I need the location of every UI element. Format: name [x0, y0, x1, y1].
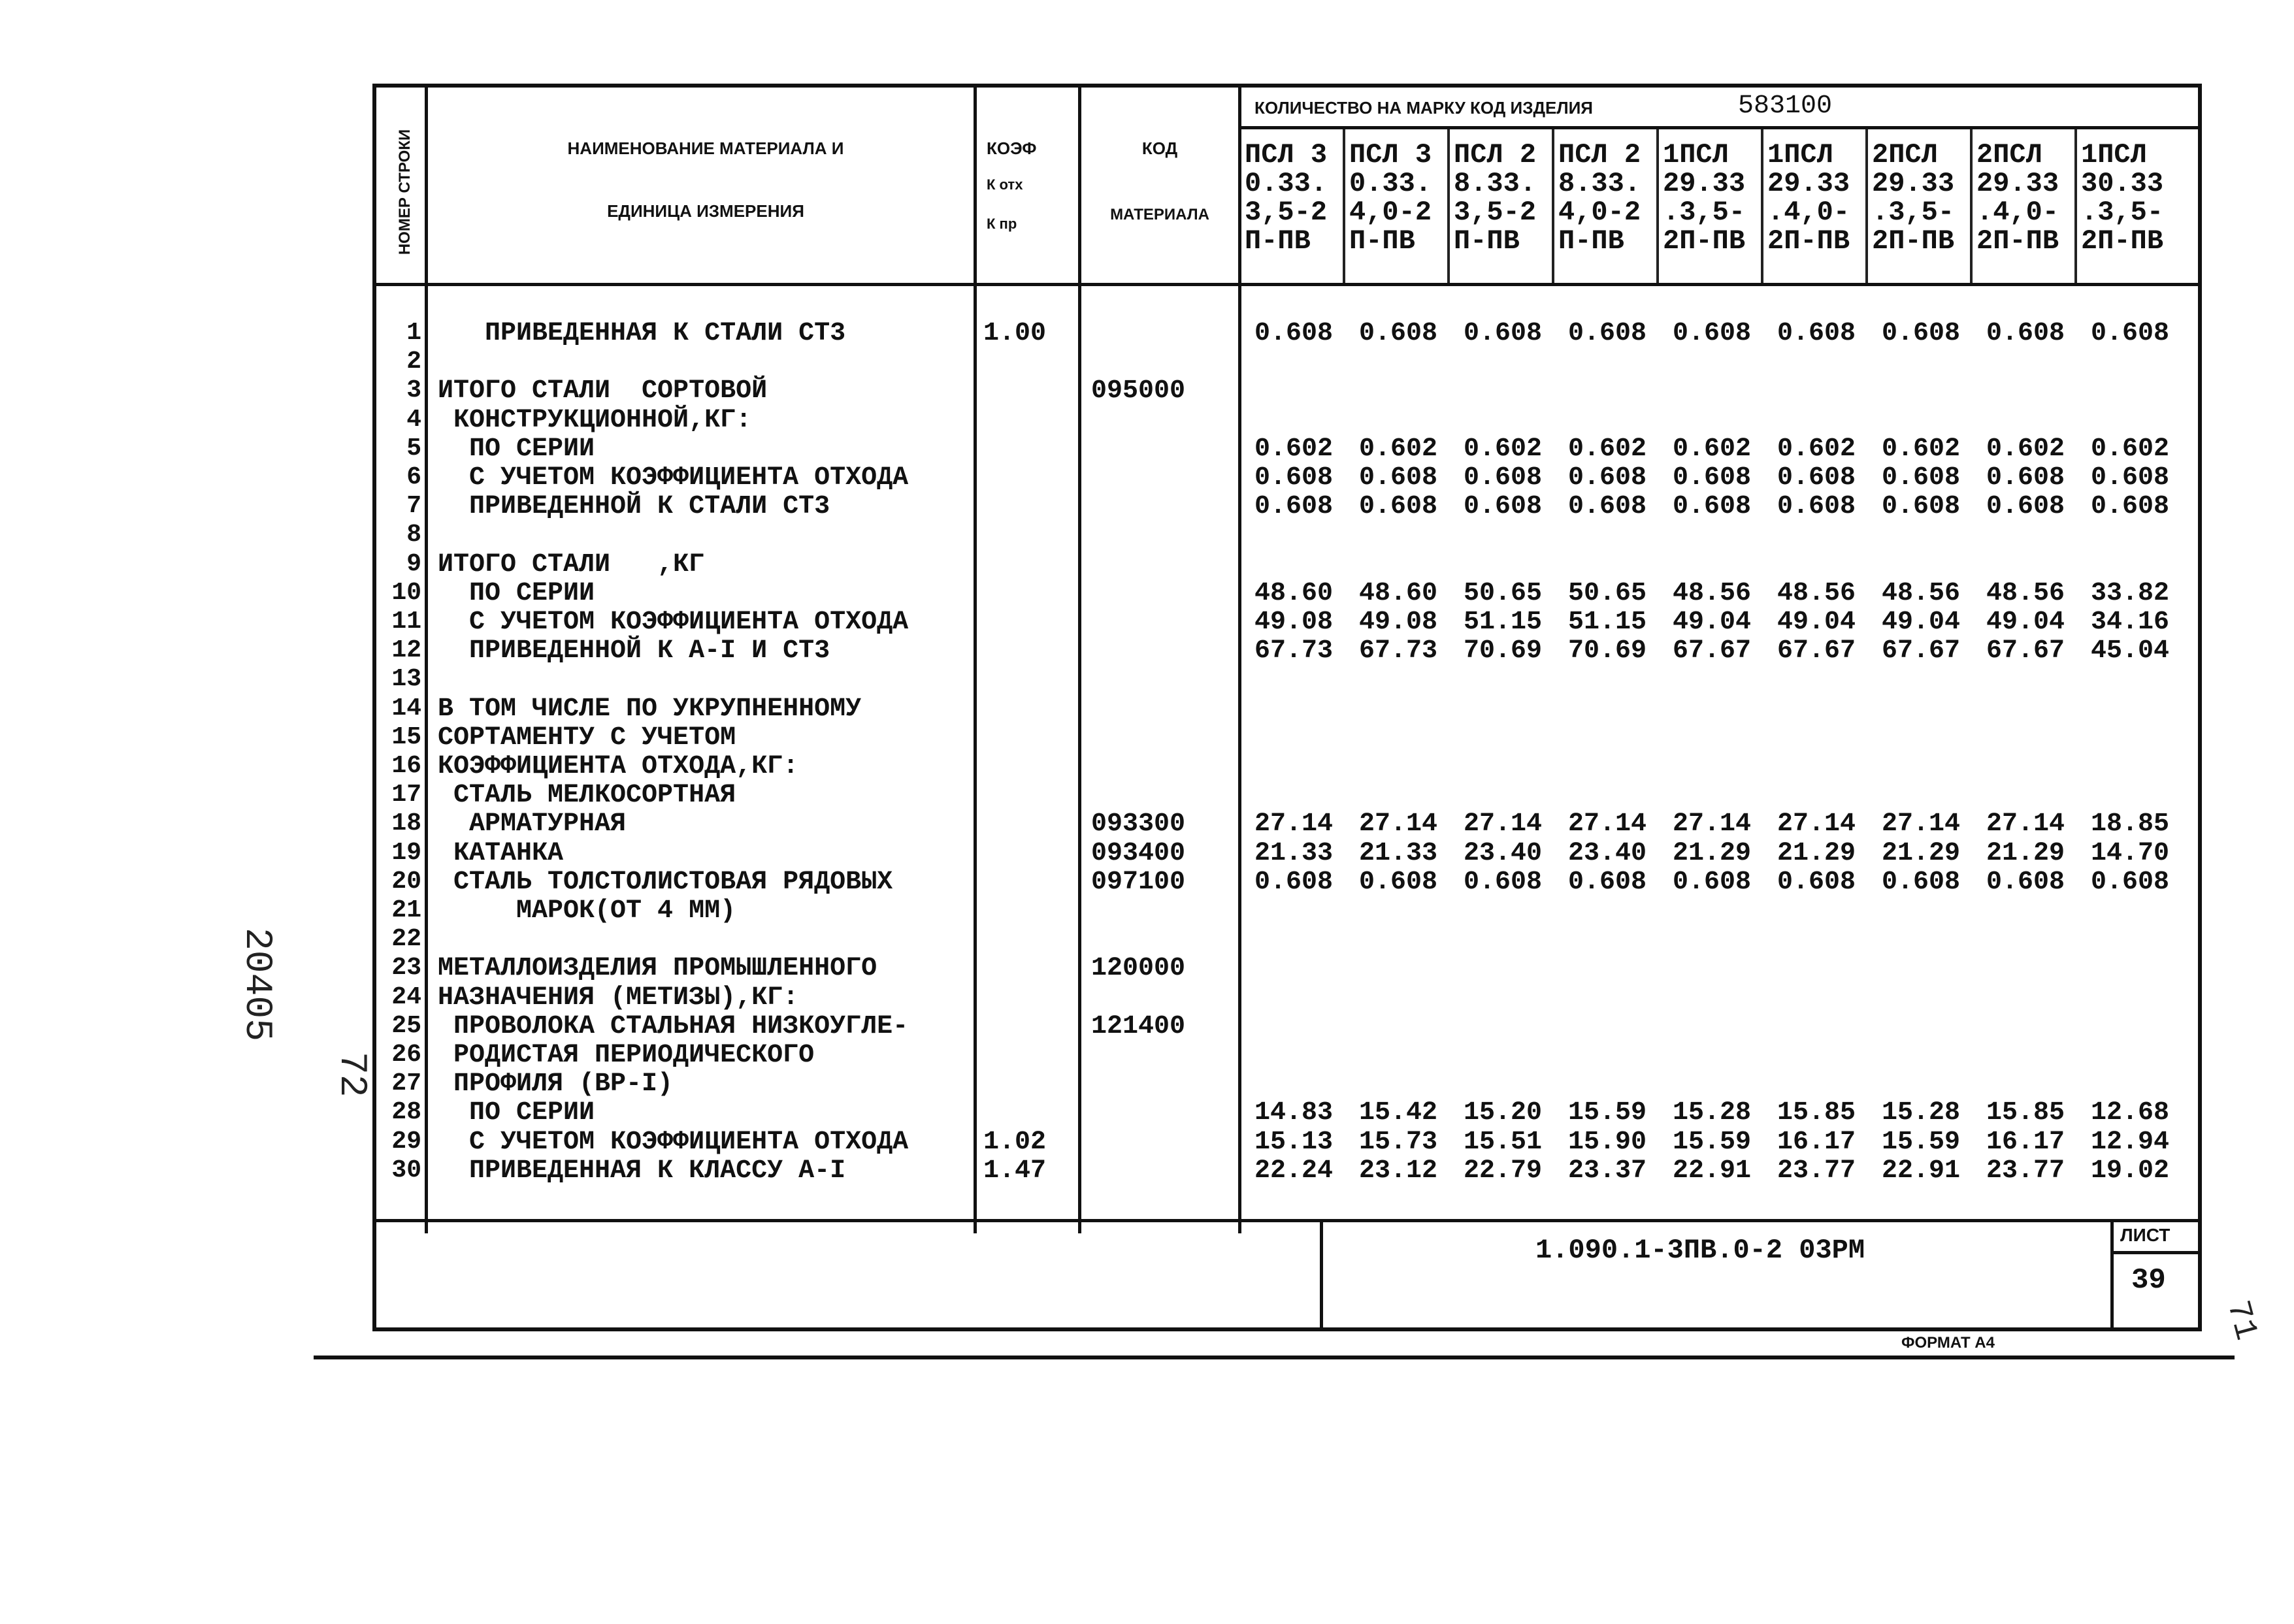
sheet-number: 39: [2131, 1264, 2166, 1297]
row-number: 4: [406, 405, 421, 434]
quantity-value: 0.608: [1358, 492, 1437, 522]
material-name: ИТОГО СТАЛИ ,КГ: [438, 549, 705, 579]
material-name: С УЧЕТОМ КОЭФФИЦИЕНТА ОТХОДА: [438, 608, 909, 637]
quantity-value: 48.56: [1986, 578, 2065, 608]
quantity-value: 67.73: [1254, 636, 1333, 666]
quantity-value: 23.40: [1463, 838, 1542, 868]
quantity-value: 15.28: [1672, 1098, 1751, 1128]
material-code: 121400: [1091, 1011, 1186, 1041]
row-number: 15: [391, 723, 421, 751]
quantity-value: 45.04: [2090, 636, 2169, 666]
quantity-value: 15.42: [1358, 1098, 1437, 1128]
row-number: 13: [391, 665, 421, 694]
row-number: 23: [391, 954, 421, 983]
quantity-value: 0.608: [1672, 463, 1751, 493]
quantity-value: 22.91: [1672, 1156, 1751, 1186]
quantity-value: 0.608: [1986, 463, 2065, 493]
sheet-label: ЛИСТ: [2120, 1225, 2171, 1245]
quantity-value: 0.608: [1463, 463, 1542, 493]
quantity-value: 48.56: [1777, 578, 1856, 608]
coefficient: 1.02: [983, 1127, 1047, 1157]
material-name: ПРОФИЛЯ (ВР-I): [438, 1069, 674, 1099]
quantity-value: 0.608: [1881, 867, 1960, 897]
quantity-value: 12.68: [2090, 1098, 2169, 1128]
quantity-value: 27.14: [1463, 809, 1542, 839]
row-number: 24: [391, 983, 421, 1011]
row-number: 22: [391, 925, 421, 954]
quantity-value: 0.608: [1567, 463, 1647, 493]
quantity-value: 21.33: [1254, 838, 1333, 868]
quantity-value: 0.608: [1881, 463, 1960, 493]
row-number: 6: [406, 463, 421, 491]
material-code: 097100: [1091, 867, 1186, 897]
margin-inventory-number: 20405: [235, 928, 278, 1042]
row-number: 26: [391, 1041, 421, 1069]
quantity-value: 0.608: [2090, 319, 2169, 348]
quantity-value: 0.608: [1567, 319, 1647, 348]
quantity-value: 0.608: [1358, 463, 1437, 493]
body-bottom-line: [372, 1219, 2202, 1222]
quantity-value: 22.24: [1254, 1156, 1333, 1186]
quantity-value: 67.67: [1672, 636, 1751, 666]
material-code: 095000: [1091, 376, 1186, 406]
quantity-value: 0.608: [1567, 867, 1647, 897]
quantity-value: 0.602: [1672, 434, 1751, 464]
row-number: 29: [391, 1127, 421, 1156]
row-number: 12: [391, 636, 421, 665]
mark-header-1: ПСЛ 3 0.33. 3,5-2 П-ПВ: [1245, 139, 1328, 257]
quantity-value: 0.608: [1463, 492, 1542, 522]
product-code: 583100: [1738, 91, 1833, 121]
row-number: 25: [391, 1011, 421, 1040]
row-number: 7: [406, 492, 421, 521]
quantity-value: 0.602: [1881, 434, 1960, 464]
material-name: ПРОВОЛОКА СТАЛЬНАЯ НИЗКОУГЛЕ-: [438, 1011, 909, 1041]
row-number: 8: [406, 521, 421, 549]
row-number: 5: [406, 434, 421, 463]
quantity-value: 0.602: [1567, 434, 1647, 464]
material-name: КАТАНКА: [438, 838, 564, 868]
quantity-value: 15.85: [1777, 1098, 1856, 1128]
row-number: 11: [391, 608, 421, 636]
quantity-value: 27.14: [1881, 809, 1960, 839]
row-number: 16: [391, 752, 421, 780]
row-number: 14: [391, 694, 421, 723]
row-number: 2: [406, 348, 421, 376]
code-header-1: КОД: [1141, 138, 1178, 158]
quantity-value: 0.608: [1881, 319, 1960, 348]
row-number: 20: [391, 867, 421, 896]
row-number: 28: [391, 1098, 421, 1127]
quantity-value: 15.73: [1358, 1127, 1437, 1157]
quantity-value: 34.16: [2090, 608, 2169, 637]
coefficient: 1.47: [983, 1156, 1047, 1186]
material-name: С УЧЕТОМ КОЭФФИЦИЕНТА ОТХОДА: [438, 463, 909, 493]
quantity-value: 0.608: [1463, 867, 1542, 897]
material-name: СТАЛЬ ТОЛСТОЛИСТОВАЯ РЯДОВЫХ: [438, 867, 893, 897]
quantity-value: 21.33: [1358, 838, 1437, 868]
quantity-value: 50.65: [1463, 578, 1542, 608]
row-number: 9: [406, 549, 421, 578]
mark-header-2: ПСЛ 3 0.33. 4,0-2 П-ПВ: [1349, 139, 1432, 257]
row-number: 1: [406, 319, 421, 347]
header-bottom-line: [372, 283, 2202, 286]
quantity-value: 15.51: [1463, 1127, 1542, 1157]
coefficient: 1.00: [983, 319, 1047, 348]
material-code: 093300: [1091, 809, 1186, 839]
quantity-value: 49.08: [1358, 608, 1437, 637]
quantity-value: 14.83: [1254, 1098, 1333, 1128]
quantity-value: 67.67: [1881, 636, 1960, 666]
quantity-value: 27.14: [1358, 809, 1437, 839]
format-label: ФОРМАТ А4: [1901, 1334, 1995, 1352]
quantity-value: 23.37: [1567, 1156, 1647, 1186]
material-name: СОРТАМЕНТУ С УЧЕТОМ: [438, 723, 736, 753]
quantity-value: 15.85: [1986, 1098, 2065, 1128]
quantity-value: 48.56: [1881, 578, 1960, 608]
quantity-value: 49.08: [1254, 608, 1333, 637]
quantity-value: 67.67: [1777, 636, 1856, 666]
quantity-value: 27.14: [1567, 809, 1647, 839]
quantity-value: 27.14: [1986, 809, 2065, 839]
quantity-value: 51.15: [1567, 608, 1647, 637]
quantity-value: 0.608: [1777, 867, 1856, 897]
quantity-value: 0.608: [1254, 463, 1333, 493]
mark-header-6: 1ПСЛ 29.33 .4,0- 2П-ПВ: [1767, 139, 1850, 257]
material-name: ПРИВЕДЕННОЙ К А-I И СТ3: [438, 636, 830, 666]
quantity-value: 15.20: [1463, 1098, 1542, 1128]
sheet-box-divider: [2110, 1219, 2114, 1331]
quantity-value: 48.60: [1254, 578, 1333, 608]
quantity-value: 15.90: [1567, 1127, 1647, 1157]
name-header-line1: НАИМЕНОВАНИЕ МАТЕРИАЛА И: [567, 138, 844, 158]
material-code: 093400: [1091, 838, 1186, 868]
quantity-value: 23.77: [1986, 1156, 2065, 1186]
quantity-value: 0.608: [1986, 319, 2065, 348]
quantity-value: 0.602: [1986, 434, 2065, 464]
quantity-value: 0.608: [1777, 463, 1856, 493]
corner-number: 71: [2218, 1297, 2265, 1344]
quantity-value: 19.02: [2090, 1156, 2169, 1186]
quantity-value: 23.40: [1567, 838, 1647, 868]
material-name: ИТОГО СТАЛИ СОРТОВОЙ: [438, 376, 768, 406]
quantity-value: 27.14: [1672, 809, 1751, 839]
quantity-value: 0.608: [1777, 492, 1856, 522]
material-name: ПО СЕРИИ: [438, 434, 595, 464]
quantity-value: 0.608: [2090, 463, 2169, 493]
quantity-value: 16.17: [1777, 1127, 1856, 1157]
quantity-value: 0.602: [1777, 434, 1856, 464]
material-name: РОДИСТАЯ ПЕРИОДИЧЕСКОГО: [438, 1041, 815, 1070]
quantity-value: 22.91: [1881, 1156, 1960, 1186]
material-name: С УЧЕТОМ КОЭФФИЦИЕНТА ОТХОДА: [438, 1127, 909, 1157]
quantity-value: 70.69: [1463, 636, 1542, 666]
quantity-value: 21.29: [1777, 838, 1856, 868]
row-number: 27: [391, 1069, 421, 1098]
row-number: 30: [391, 1156, 421, 1184]
quantity-value: 0.608: [1672, 319, 1751, 348]
material-name: НАЗНАЧЕНИЯ (МЕТИЗЫ),КГ:: [438, 983, 799, 1013]
quantity-value: 0.602: [1254, 434, 1333, 464]
mark-header-4: ПСЛ 2 8.33. 4,0-2 П-ПВ: [1558, 139, 1641, 257]
mark-header-7: 2ПСЛ 29.33 .3,5- 2П-ПВ: [1872, 139, 1955, 257]
stamp-divider: [1320, 1219, 1323, 1331]
quantity-value: 0.608: [1254, 319, 1333, 348]
quantity-value: 70.69: [1567, 636, 1647, 666]
row-number-header: НОМЕР СТРОКИ: [396, 129, 414, 255]
quantity-value: 23.77: [1777, 1156, 1856, 1186]
name-header-line2: ЕДИНИЦА ИЗМЕРЕНИЯ: [607, 201, 804, 221]
quantity-value: 0.608: [2090, 492, 2169, 522]
quantity-value: 18.85: [2090, 809, 2169, 839]
quantity-value: 15.59: [1881, 1127, 1960, 1157]
row-number: 19: [391, 838, 421, 867]
row-number: 18: [391, 809, 421, 838]
sheet-box-line: [2110, 1251, 2202, 1254]
quantity-value: 51.15: [1463, 608, 1542, 637]
quantity-value: 23.12: [1358, 1156, 1437, 1186]
material-name: АРМАТУРНАЯ: [438, 809, 627, 839]
quantity-value: 67.67: [1986, 636, 2065, 666]
quantity-value: 0.608: [1986, 867, 2065, 897]
divider-coef: [974, 84, 977, 1233]
quantity-value: 21.29: [1881, 838, 1960, 868]
quantity-header-line: [1238, 126, 2202, 129]
quantity-value: 48.60: [1358, 578, 1437, 608]
coef-header-1: КОЭФ: [987, 138, 1037, 158]
quantity-value: 15.59: [1567, 1098, 1647, 1128]
quantity-value: 27.14: [1254, 809, 1333, 839]
quantity-value: 0.608: [1672, 867, 1751, 897]
material-name: СТАЛЬ МЕЛКОСОРТНАЯ: [438, 781, 736, 811]
row-number: 17: [391, 781, 421, 809]
material-name: ПРИВЕДЕННОЙ К СТАЛИ СТ3: [438, 492, 830, 522]
quantity-header: КОЛИЧЕСТВО НА МАРКУ КОД ИЗДЕЛИЯ: [1254, 98, 1593, 118]
row-number: 10: [391, 578, 421, 607]
quantity-value: 16.17: [1986, 1127, 2065, 1157]
coef-header-3: К пр: [987, 216, 1017, 232]
code-header-2: МАТЕРИАЛА: [1110, 206, 1209, 223]
quantity-value: 0.608: [1986, 492, 2065, 522]
quantity-value: 0.602: [1463, 434, 1542, 464]
page-edge-line: [314, 1356, 2235, 1359]
material-code: 120000: [1091, 954, 1186, 984]
quantity-value: 33.82: [2090, 578, 2169, 608]
quantity-value: 27.14: [1777, 809, 1856, 839]
quantity-value: 0.608: [1463, 319, 1542, 348]
quantity-value: 21.29: [1672, 838, 1751, 868]
quantity-value: 0.608: [1881, 492, 1960, 522]
material-name: В ТОМ ЧИСЛЕ ПО УКРУПНЕННОМУ: [438, 694, 862, 724]
quantity-value: 49.04: [1986, 608, 2065, 637]
divider-rownum: [425, 84, 428, 1233]
quantity-value: 50.65: [1567, 578, 1647, 608]
quantity-value: 12.94: [2090, 1127, 2169, 1157]
quantity-value: 0.608: [1254, 867, 1333, 897]
quantity-value: 0.608: [1777, 319, 1856, 348]
document-code: 1.090.1-3ПВ.0-2 03РМ: [1535, 1235, 1865, 1266]
quantity-value: 21.29: [1986, 838, 2065, 868]
quantity-value: 0.608: [1358, 867, 1437, 897]
margin-number: 72: [330, 1052, 372, 1097]
quantity-value: 0.608: [1567, 492, 1647, 522]
quantity-value: 0.608: [2090, 867, 2169, 897]
coef-header-2: К отх: [987, 176, 1023, 193]
material-name: КОЭФФИЦИЕНТА ОТХОДА,КГ:: [438, 752, 799, 781]
quantity-value: 15.59: [1672, 1127, 1751, 1157]
quantity-value: 49.04: [1881, 608, 1960, 637]
quantity-value: 22.79: [1463, 1156, 1542, 1186]
divider-code: [1078, 84, 1081, 1233]
material-name: МАРОК(ОТ 4 ММ): [438, 896, 736, 926]
row-number: 3: [406, 376, 421, 405]
mark-header-3: ПСЛ 2 8.33. 3,5-2 П-ПВ: [1454, 139, 1537, 257]
quantity-value: 67.73: [1358, 636, 1437, 666]
quantity-value: 15.28: [1881, 1098, 1960, 1128]
quantity-value: 0.608: [1254, 492, 1333, 522]
quantity-value: 48.56: [1672, 578, 1751, 608]
material-name: ПО СЕРИИ: [438, 1098, 595, 1128]
quantity-value: 0.608: [1672, 492, 1751, 522]
quantity-value: 0.608: [1358, 319, 1437, 348]
material-name: КОНСТРУКЦИОННОЙ,КГ:: [438, 405, 752, 435]
material-name: ПРИВЕДЕННАЯ К КЛАССУ А-I: [438, 1156, 846, 1186]
quantity-value: 0.602: [2090, 434, 2169, 464]
material-name: МЕТАЛЛОИЗДЕЛИЯ ПРОМЫШЛЕННОГО: [438, 954, 877, 984]
mark-header-5: 1ПСЛ 29.33 .3,5- 2П-ПВ: [1663, 139, 1746, 257]
quantity-value: 0.602: [1358, 434, 1437, 464]
quantity-value: 15.13: [1254, 1127, 1333, 1157]
quantity-value: 49.04: [1777, 608, 1856, 637]
material-name: ПРИВЕДЕННАЯ К СТАЛИ СТ3: [438, 319, 846, 348]
material-name: ПО СЕРИИ: [438, 578, 595, 608]
quantity-value: 49.04: [1672, 608, 1751, 637]
row-number: 21: [391, 896, 421, 924]
mark-header-9: 1ПСЛ 30.33 .3,5- 2П-ПВ: [2081, 139, 2164, 257]
mark-header-8: 2ПСЛ 29.33 .4,0- 2П-ПВ: [1976, 139, 2059, 257]
quantity-value: 14.70: [2090, 838, 2169, 868]
